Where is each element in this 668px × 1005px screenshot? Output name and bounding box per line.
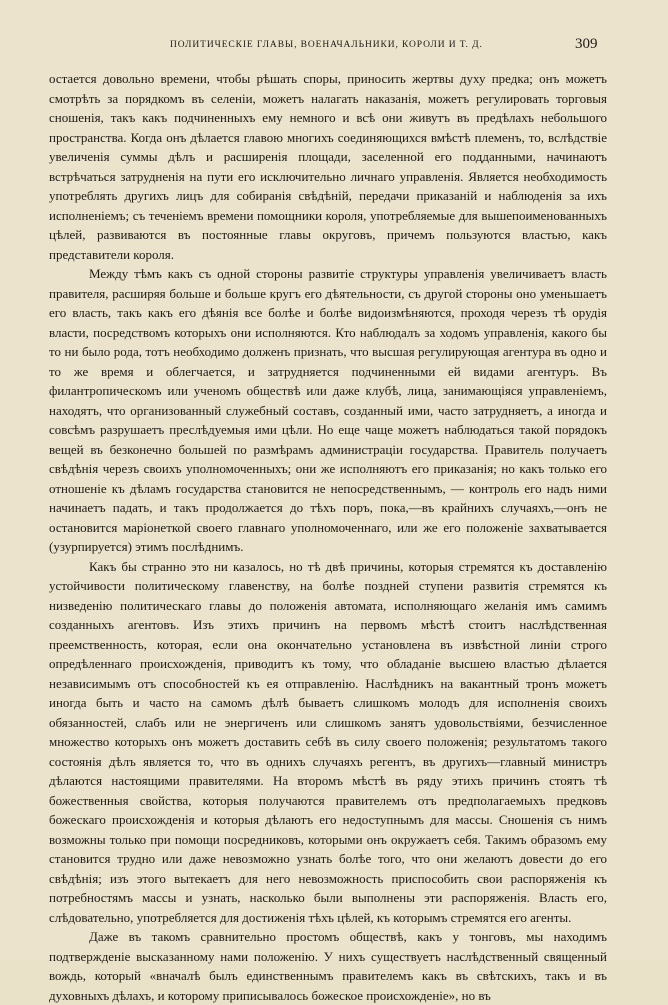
running-title: ПОЛИТИЧЕСКІЕ ГЛАВЫ, ВОЕНАЧАЛЬНИКИ, КОРОЛИ И Т. Д.: [170, 40, 483, 50]
paragraph: Между тѣмъ какъ съ одной стороны развитіе структуры управленія увеличиваетъ власть правителя, расширяя больше и больше кругъ его дѣятельности, съ другой стороны оно уменьшаетъ его власть, такъ какъ его дѣянія все болѣе и болѣе видоизмѣняются, проходя черезъ тѣ орудія власти, посредствомъ которыхъ они исполняются. Кто наблюдалъ за ходомъ управленія, какого бы то ни было рода, тотъ необходимо долженъ признать, что высшая регулирующая агентура въ одно и то же время и облегчается, и затрудняется подчиненными ей видами агентуръ. Въ филантропическомъ или ученомъ обществѣ или даже клубѣ, лица, занимающіяся управленіемъ, находятъ, что организованный служебный составъ, созданный ими, часто затрудняетъ, а иногда и совсѣмъ разрушаетъ преслѣдуемыя ими цѣли. Но еще чаще можетъ наблюдаться такой порядокъ вещей въ безконечно большей по размѣрамъ администраціи государства. Правитель получаетъ свѣдѣнія черезъ своихъ уполномоченныхъ; они же исполняютъ его приказанія; но какъ только его отношеніе къ дѣламъ государства становится не непосредственнымъ, — контроль его надъ ними начинаетъ падать, и такъ продолжается до тѣхъ поръ, пока,—въ крайнихъ случаяхъ,—онъ не остановится маріонеткой своего главнаго уполномоченнаго, или же его положеніе захватывается (узурпируется) этимъ послѣднимъ.: [49, 266, 607, 554]
body-text: [49, 69, 607, 1005]
running-head: [0, 36, 668, 56]
paragraph: Даже въ такомъ сравнительно простомъ обществѣ, какъ у тонговъ, мы находимъ подтвержденіе высказанному нами положенію. У нихъ существуетъ наслѣдственный священный вождь, который «вначалѣ былъ единственнымъ правителемъ какъ въ свѣтскихъ, такъ и въ духовныхъ дѣлахъ, и которому приписывалось божеское происхожденіе», но въ: [49, 929, 607, 1003]
page-number: 309: [575, 36, 598, 52]
paragraph: Какъ бы странно это ни казалось, но тѣ двѣ причины, которыя стремятся къ доставленію устойчивости политическому главенству, на болѣе поздней ступени развитія стремятся къ низведенію политическаго главы до положенія автомата, исполняющаго желанія имъ самимъ созданныхъ агентовъ. Изъ этихъ причинъ на первомъ мѣстѣ стоитъ наслѣдственная преемственность, которая, если она окончательно установлена въ извѣстной линіи строго опредѣленнаго происхожденія, приводитъ къ тому, что обладаніе высшею властью дѣлается независимымъ отъ способностей къ ея отправленію. Наслѣдникъ на вакантный тронъ можетъ иногда быть и часто на самомъ дѣлѣ бываетъ слишкомъ молодъ для исполненія своихъ обязанностей, слабъ или не энергиченъ или слишкомъ занятъ удовольствіями, безчисленное множество которыхъ онъ можетъ доставить себѣ въ силу своего положенія; результатомъ такого состоянія дѣлъ является то, что въ однихъ случаяхъ регентъ, въ другихъ—главный министръ дѣлаются настоящими правителями. На второмъ мѣстѣ въ ряду этихъ причинъ стоятъ тѣ божественныя свойства, которыя получаются правителемъ отъ предполагаемыхъ предковъ божескаго происхожденія и которыя дѣлаютъ его недоступнымъ для массы. Сношенія съ нимъ возможны только при помощи посредниковъ, которыми онъ окружаетъ себя. Такимъ образомъ ему становится трудно или даже невозможно узнать болѣе того, что они желаютъ довести до его свѣдѣнія; изъ этого вытекаетъ для него невозможность приспособить свои распоряженія къ потребностямъ массы и узнать, насколько были выполнены эти распоряженія. Власть его, слѣдовательно, употребляется для достиженія тѣхъ цѣлей, къ которымъ стремятся его агенты.: [49, 558, 607, 925]
paragraph: остается довольно времени, чтобы рѣшать споры, приносить жертвы духу предка; онъ можетъ смотрѣть за порядкомъ въ селеніи, можетъ налагать наказанія, можетъ регулировать торговыя сношенія, такъ какъ подчиненныхъ ему немного и всѣ они живутъ въ предѣлахъ небольшого пространства. Когда онъ дѣлается главою многихъ соединяющихся вмѣстѣ племенъ, то, вслѣдствіе увеличенія суммы дѣлъ и расширенія площади, заселенной его подданными, начинаютъ встрѣчаться затрудненія на пути его исключительно личнаго управленія. Является необходимость употреблять другихъ лицъ для собиранія свѣдѣній, передачи приказаній и наблюденія за ихъ исполненіемъ; съ теченіемъ времени помощники короля, употребляемые для вышепоименованныхъ цѣлей, развиваются въ постоянные главы округовъ, причемъ пользуются властью, какъ представители короля.: [49, 71, 607, 262]
